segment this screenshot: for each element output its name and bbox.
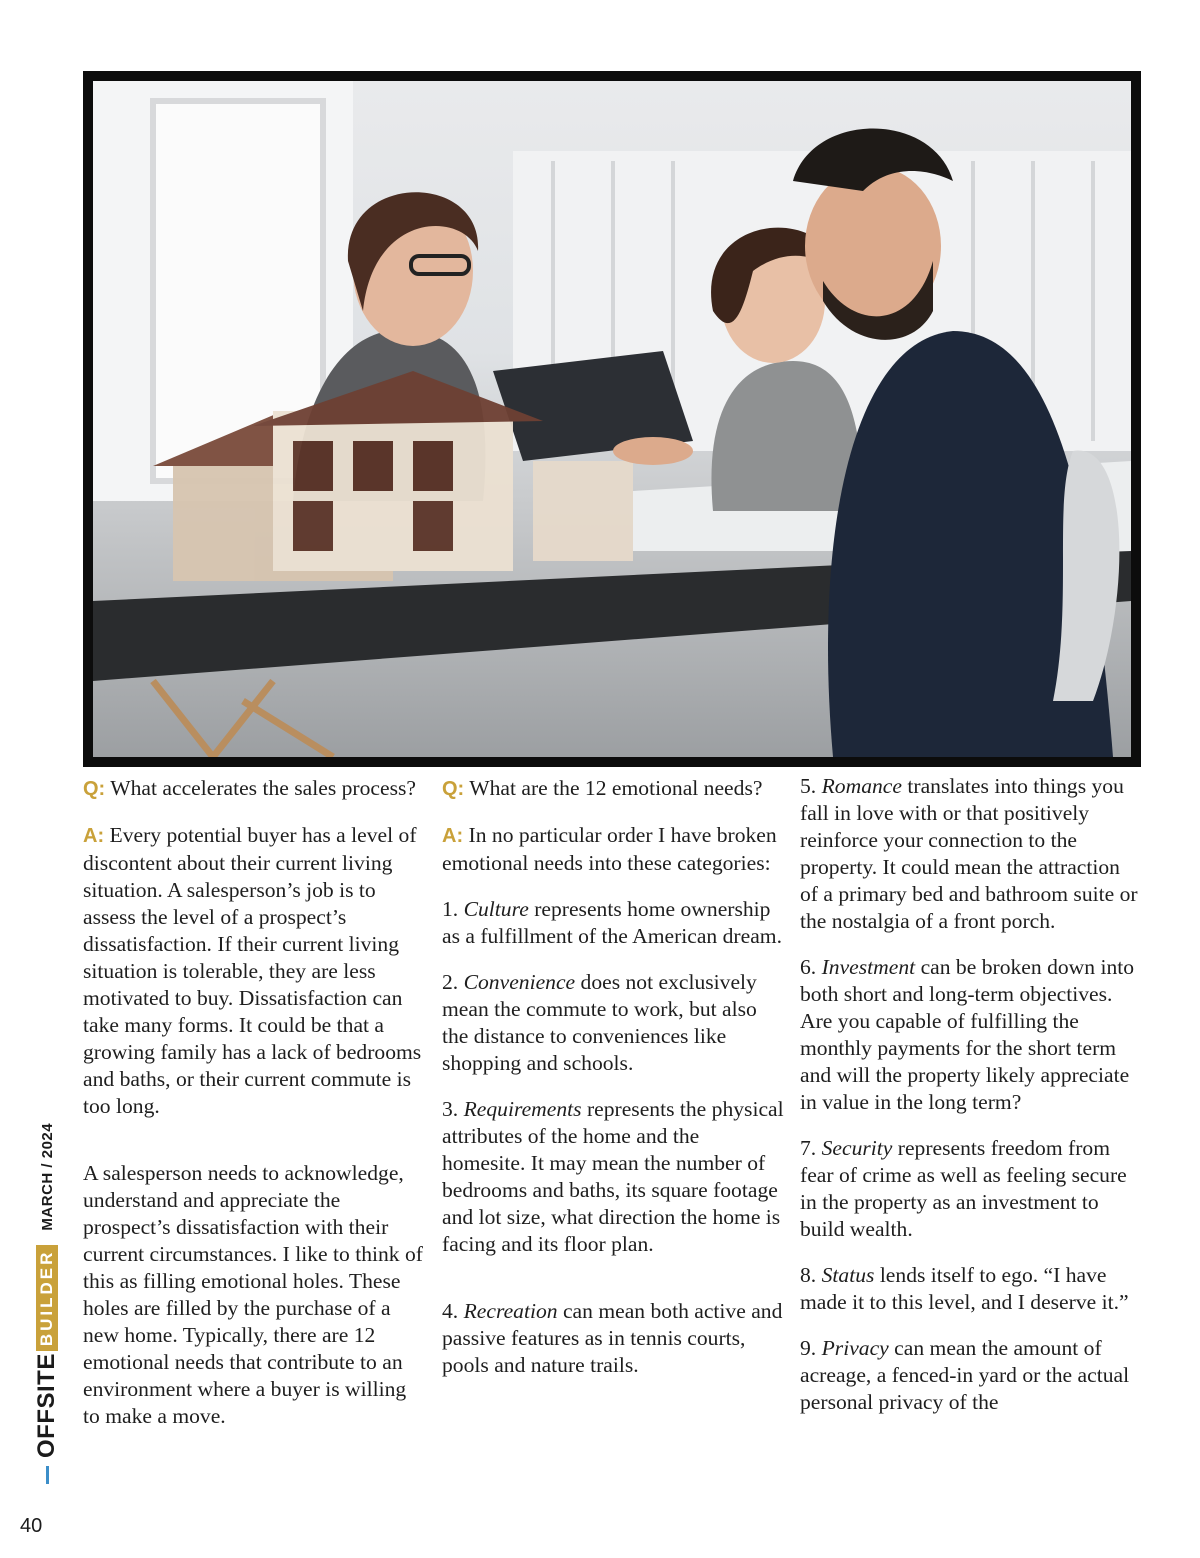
list-item-term: Requirements [463,1097,582,1121]
answer-2 [442,822,784,877]
answer-text: In no particular order I have broken emotional needs into these categories: [442,823,777,875]
hero-photo-frame [83,71,1141,767]
answer-text: Every potential buyer has a level of discontent about their current living situation. A salesperson’s job is to assess the level of a prospect’s dissatisfaction. If their current living situation is tolerable, they are less motivated to buy. Dissatisfaction can take many forms. It could be that a growing family has a lack of bedrooms and baths, or their current commute is too long. [83,823,422,1118]
question-2 [442,775,784,803]
list-item-text: represents freedom from fear of crime as well as feeling secure in the property as an investment to build wealth. [800,1136,1127,1241]
list-item: 6. Investment can be broken down into both short and long-term objectives. Are you capable of fulfilling the monthly payments for the short term and will the property likely appreciate in value in the long term? [800,955,1135,1114]
a-marker: A: [442,825,464,847]
text-column-3 [800,773,1142,1435]
list-item-term: Investment [821,955,916,979]
magazine-name: OFFSITE [33,1353,60,1458]
photo-image [93,81,1131,757]
list-item-text: lends itself to ego. “I have made it to this level, and I deserve it.” [800,1263,1129,1314]
list-item-text: does not exclusively mean the commute to work, but also the distance to conveniences like shopping and schools. [442,970,757,1075]
a-marker: A: [83,825,105,847]
issue-date: MARCH / 2024 [38,1122,56,1231]
question-1 [83,775,425,803]
page-number: 40 [20,1515,43,1537]
list-item: 7. Security represents freedom from fear of crime as well as feeling secure in the property as an investment to build wealth. [800,1136,1127,1241]
list-item: 3. Requirements represents the physical attributes of the home and the homesite. It may mean the number of bedrooms and baths, its square footage and lot size, what direction the home is facing and its floor plan. [442,1097,784,1256]
list-item-term: Security [821,1136,893,1160]
list-item-text: represents the physical attributes of the home and the homesite. It may mean the number of bedrooms and baths, its square footage and lot size, what direction the home is facing and its floor plan. [442,1097,784,1256]
list-item: 9. Privacy can mean the amount of acreage, a fenced-in yard or the actual personal privacy of the [800,1336,1130,1414]
list-item-text: can mean the amount of acreage, a fenced-in yard or the actual personal privacy of the [800,1336,1130,1414]
list-item: 2. Convenience does not exclusively mean the commute to work, but also the distance to conveniences like shopping and schools. [442,970,757,1075]
q-marker: Q: [442,778,465,800]
spine-accent-bar [46,1466,49,1484]
list-item: 4. Recreation can mean both active and passive features as in tennis courts, pools and nature trails. [442,1299,783,1377]
list-item: 5. Romance translates into things you fall in love with or that positively reinforce your connection to the property. It could mean the attraction of a primary bed and bathroom suite or the nostalgia of a front porch. [800,774,1138,933]
list-item: 1. Culture represents home ownership as a fulfillment of the American dream. [442,897,782,948]
list-item: 8. Status lends itself to ego. “I have made it to this level, and I deserve it.” [800,1263,1129,1314]
body-paragraph: A salesperson needs to acknowledge, understand and appreciate the prospect’s dissatisfaction with their current circumstances. I like to think of this as filling emotional holes. These holes are filled by the purchase of a new home. Typically, there are 12 emotional needs that contribute to an environment where a buyer is willing to make a move. [83,1161,423,1428]
list-item-text: translates into things you fall in love with or that positively reinforce your connection to the property. It could mean the attraction of a primary bed and bathroom suite or the nostalgia of a front porch. [800,774,1138,933]
list-item-term: Privacy [821,1336,889,1360]
list-item-text: can be broken down into both short and long-term objectives. Are you capable of fulfilling the monthly payments for the short term and will the property likely appreciate in value in the long term? [800,955,1135,1114]
question-text: What are the 12 emotional needs? [469,776,763,800]
q-marker: Q: [83,778,106,800]
list-item-term: Recreation [463,1299,558,1323]
magazine-spine [33,1123,61,1484]
list-item-text: can mean both active and passive features as in tennis courts, pools and nature trails. [442,1299,783,1377]
question-text: What accelerates the sales process? [110,776,416,800]
answer-1 [83,822,425,1120]
list-item-term: Culture [463,897,529,921]
list-item-term: Status [821,1263,875,1287]
list-item-term: Romance [821,774,902,798]
hero-photo [93,81,1131,757]
text-column-1 [83,775,425,1449]
text-column-2 [442,775,784,1398]
magazine-name-tag: BUILDER [36,1245,58,1352]
list-item-text: represents home ownership as a fulfillment of the American dream. [442,897,782,948]
list-item-term: Convenience [463,970,576,994]
